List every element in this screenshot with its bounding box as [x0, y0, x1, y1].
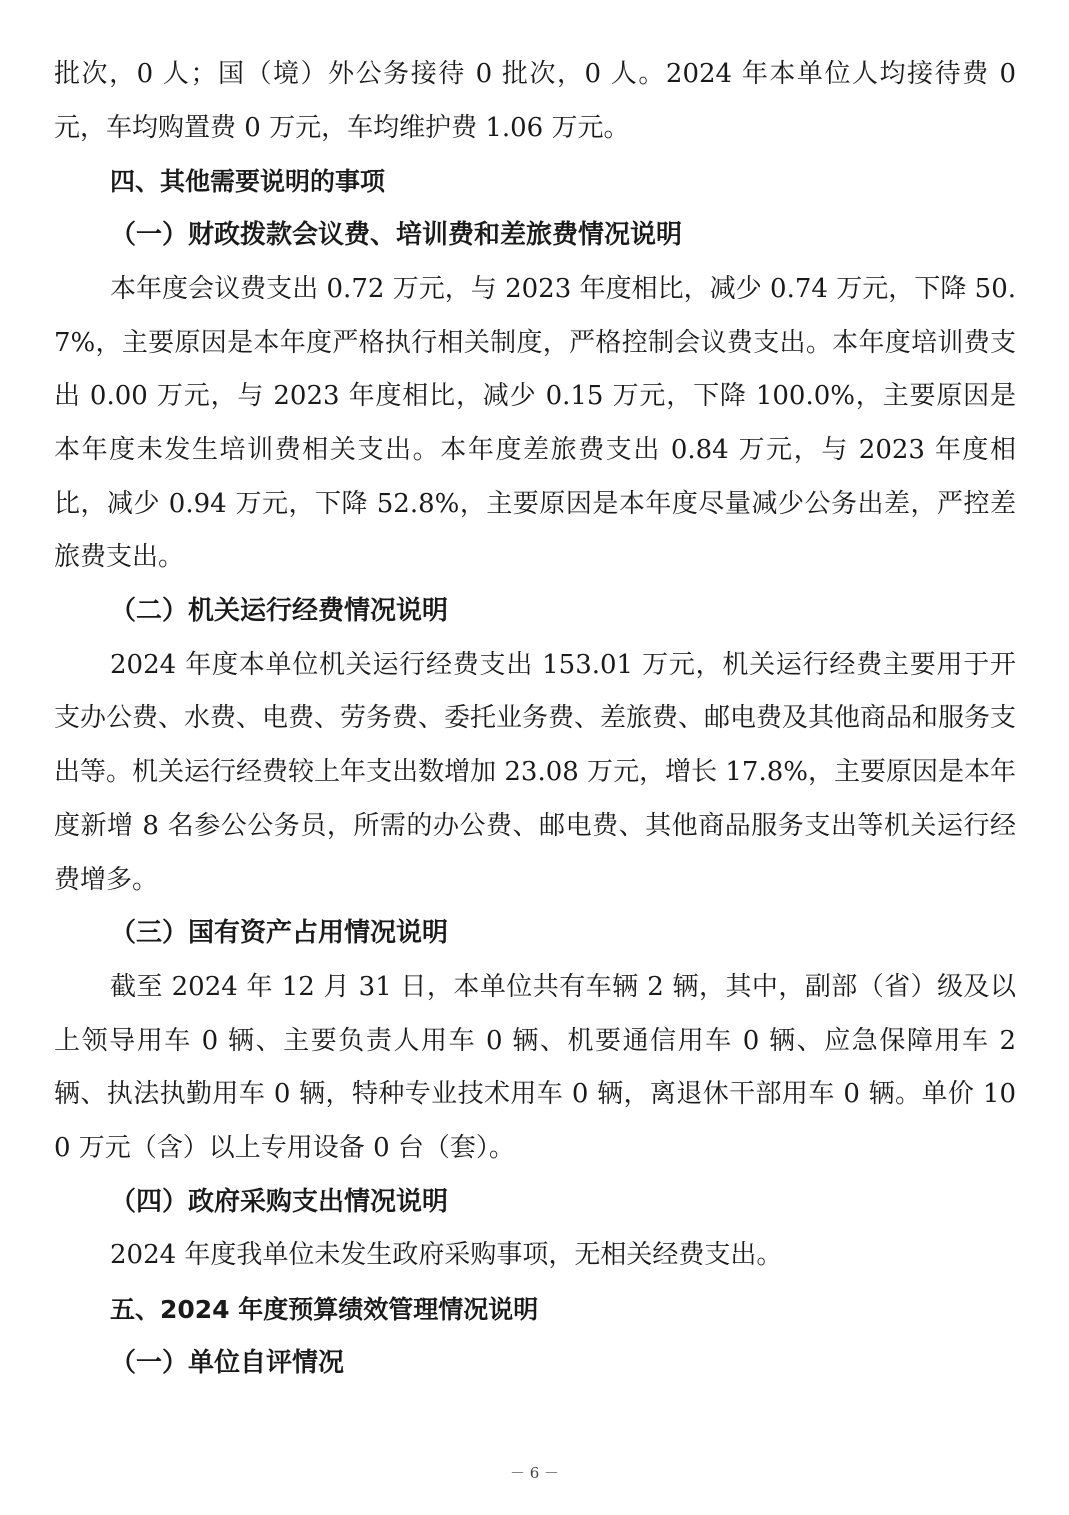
subsection-heading-self-evaluation: （一）单位自评情况 — [110, 1347, 345, 1378]
paragraph-operating-expenses: 2024 年度本单位机关运行经费支出 153.01 万元，机关运行经费主要用于开支办公费、水费、电费、劳务费、委托业务费、差旅费、邮电费及其他商品和服务支出等。机关运行经费较上年支出数增加 23.08 万元，增长 17.8%，主要原因是本年度新增 8 名参公公务员，所需的办公费、邮电费、其他商品服务支出等机关运行经费增多。 — [54, 649, 1017, 895]
paragraph-government-procurement: 2024 年度我单位未发生政府采购事项，无相关经费支出。 — [110, 1240, 783, 1271]
section-heading-other-matters: 四、其他需要说明的事项 — [110, 167, 386, 197]
subsection-heading-government-procurement: （四）政府采购支出情况说明 — [110, 1186, 449, 1217]
subsection-heading-state-assets: （三）国有资产占用情况说明 — [110, 918, 449, 949]
paragraph-state-assets: 截至 2024 年 12 月 31 日，本单位共有车辆 2 辆，其中，副部（省）级及以上领导用车 0 辆、主要负责人用车 0 辆、机要通信用车 0 辆、应急保障用车 2 辆、执法执勤用车 0 辆，特种专业技术用车 0 辆，离退休干部用车 0 辆。单价 100 万元（含）以上专用设备 0 台（套）。 — [54, 971, 1016, 1164]
paragraph-meeting-training-travel: 本年度会议费支出 0.72 万元，与 2023 年度相比，减少 0.74 万元，下降 50.7%，主要原因是本年度严格执行相关制度，严格控制会议费支出。本年度培训费支出 0.00 万元，与 2023 年度相比，减少 0.15 万元，下降 100.0%，主要原因是本年度未发生培训费相关支出。本年度差旅费支出 0.84 万元，与 2023 年度相比，减少 0.94 万元，下降 52.8%，主要原因是本年度尽量减少公务出差，严控差旅费支出。 — [54, 273, 1016, 573]
paragraph-reception-costs: 批次，0 人；国（境）外公务接待 0 批次，0 人。2024 年本单位人均接待费 0 元，车均购置费 0 万元，车均维护费 1.06 万元。 — [54, 59, 1016, 143]
section-heading-performance-management: 五、2024 年度预算绩效管理情况说明 — [110, 1295, 539, 1325]
page-number: － 6 － — [509, 1464, 560, 1482]
subsection-heading-operating-expenses: （二）机关运行经费情况说明 — [110, 596, 449, 627]
document-page — [54, 48, 1016, 1391]
subsection-heading-meeting-training-travel: （一）财政拨款会议费、培训费和差旅费情况说明 — [110, 220, 683, 251]
